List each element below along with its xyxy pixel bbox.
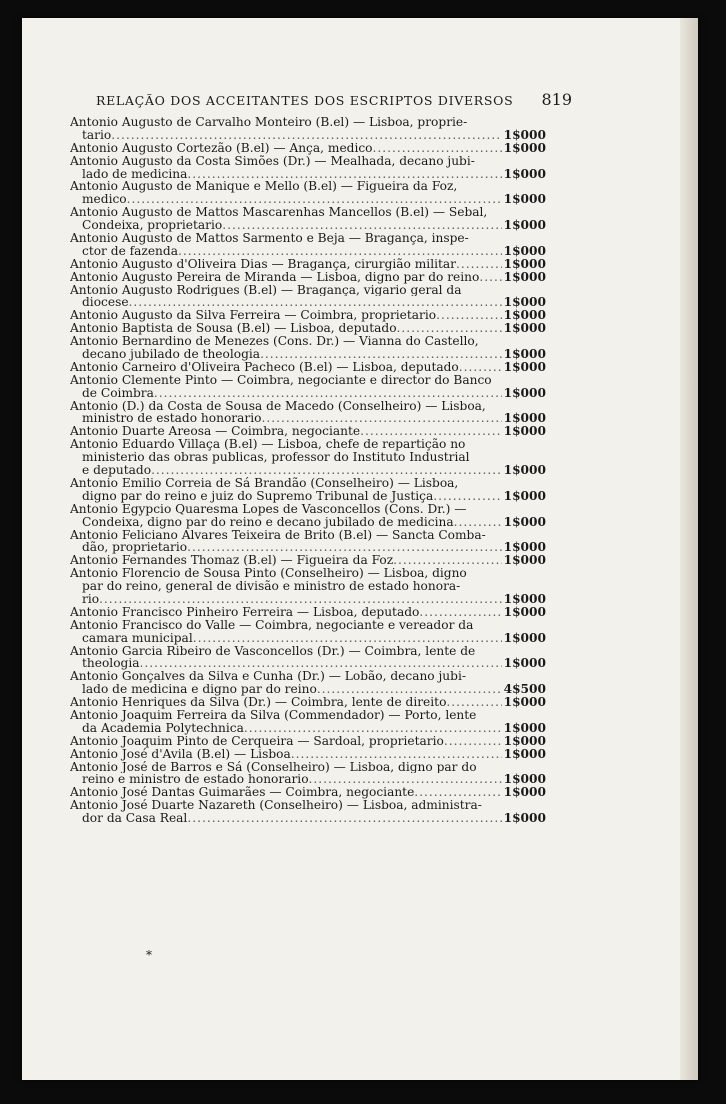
dot-leader	[393, 554, 502, 567]
entry-line: Antonio Augusto de Mattos Mascarenhas Mancellos (B.el) — Sebal,	[70, 206, 488, 220]
entry-last-line	[70, 554, 546, 567]
dot-leader	[261, 412, 502, 425]
entry-amount: 1$000	[503, 721, 546, 735]
dot-leader	[140, 657, 503, 670]
entry-last-line	[70, 361, 546, 374]
dot-leader	[260, 348, 502, 361]
dot-leader	[459, 361, 502, 374]
list-item	[70, 155, 546, 181]
entry-amount: 1$000	[503, 605, 546, 619]
entry-line: Antonio Eduardo Villaça (B.el) — Lisboa, chefe de repartição no	[70, 438, 466, 452]
entry-last-line	[70, 348, 546, 361]
entry-line: Antonio Feliciano Alvares Teixeira de Brito (B.el) — Sancta Comba-	[70, 528, 486, 542]
entry-last-line	[70, 632, 546, 645]
entry-text: rio	[82, 592, 100, 606]
list-item	[70, 284, 546, 310]
dot-leader	[419, 606, 502, 619]
list-item	[70, 761, 546, 787]
entry-line: Antonio Augusto de Mattos Sarmento e Beja — Bragança, inspe-	[70, 232, 469, 245]
list-item	[70, 799, 546, 825]
dot-leader	[454, 516, 502, 529]
dot-leader	[444, 735, 502, 748]
entry-line: Antonio Clemente Pinto — Coimbra, negociante e director do Banco	[70, 373, 492, 387]
entry-text: digno par do reino e juiz do Supremo Tribunal de Justiça	[82, 489, 434, 503]
entry-line: Antonio Egypcio Quaresma Lopes de Vasconcellos (Cons. Dr.) —	[70, 502, 467, 516]
entry-last-line	[70, 593, 546, 606]
list-item	[70, 709, 546, 735]
entry-last-line	[70, 258, 546, 271]
entry-last-line	[70, 193, 546, 206]
entry-last-line	[70, 812, 546, 825]
entry-text: Antonio José d'Avila (B.el) — Lisboa	[70, 747, 291, 761]
entry-last-line	[70, 129, 546, 142]
entry-amount: 1$000	[503, 193, 546, 207]
dot-leader	[222, 219, 502, 232]
entry-amount: 1$000	[503, 631, 546, 645]
dot-leader	[414, 786, 502, 799]
entry-amount: 1$000	[503, 322, 546, 336]
list-item	[70, 786, 546, 799]
list-item	[70, 400, 546, 426]
entry-amount: 1$000	[503, 541, 546, 555]
entry-amount: 1$000	[503, 515, 546, 529]
entry-line: ministerio das obras publicas, professor do Instituto Industrial	[82, 451, 470, 465]
entry-last-line	[70, 296, 546, 309]
entry-last-line	[70, 271, 546, 284]
entry-amount: 1$000	[503, 464, 546, 477]
entry-text: Antonio Augusto Pereira de Miranda — Lisboa, digno par do reino	[70, 270, 480, 284]
entry-text: decano jubilado de theologia	[82, 348, 261, 361]
entry-line: Antonio Bernardino de Menezes (Cons. Dr.) — Vianna do Castello,	[70, 335, 479, 349]
page-number: 819	[541, 90, 572, 109]
list-item	[70, 206, 546, 232]
entry-amount: 1$000	[503, 270, 546, 284]
list-item	[70, 232, 546, 258]
entry-last-line	[70, 696, 546, 709]
subscriber-list	[70, 116, 546, 825]
list-item	[70, 258, 546, 271]
entry-text: lado de medicina	[82, 167, 188, 181]
entry-text: dão, proprietario	[82, 541, 188, 555]
entry-text: Condeixa, digno par do reino e decano jubilado de medicina	[82, 515, 454, 529]
list-item	[70, 567, 546, 606]
entry-text: theologia	[82, 657, 140, 671]
entry-amount: 1$000	[503, 360, 546, 374]
entry-last-line	[70, 425, 546, 438]
dot-leader	[397, 322, 502, 335]
list-item	[70, 361, 546, 374]
entry-last-line	[70, 683, 546, 696]
list-item	[70, 554, 546, 567]
entry-last-line	[70, 606, 546, 619]
list-item	[70, 271, 546, 284]
entry-amount: 1$000	[503, 167, 546, 181]
entry-last-line	[70, 322, 546, 335]
entry-text: Antonio José Dantas Guimarães — Coimbra, negociante	[70, 786, 415, 800]
dot-leader	[291, 748, 502, 761]
entry-line: Antonio Augusto de Manique e Mello (B.el) — Figueira da Foz,	[70, 180, 458, 194]
list-item	[70, 142, 546, 155]
entry-amount: 1$000	[503, 773, 546, 787]
entry-last-line	[70, 541, 546, 554]
entry-line: Antonio Francisco do Valle — Coimbra, negociante e vereador da	[70, 618, 474, 632]
entry-text: reino e ministro de estado honorario	[82, 773, 309, 787]
entry-line: Antonio Florencio de Sousa Pinto (Conselheiro) — Lisboa, digno	[70, 567, 467, 581]
entry-line: Antonio Joaquim Ferreira da Silva (Commendador) — Porto, lente	[70, 708, 477, 722]
footer-mark: *	[146, 948, 152, 962]
entry-last-line	[70, 722, 546, 735]
entry-text: Antonio Baptista de Sousa (B.el) — Lisboa, deputado	[70, 322, 397, 336]
entry-amount: 1$000	[503, 657, 546, 671]
dot-leader	[187, 812, 502, 825]
entry-amount: 1$000	[503, 296, 546, 310]
entry-amount: 1$000	[503, 412, 546, 426]
entry-line: par do reino, general de divisão e ministro de estado honora-	[82, 580, 461, 593]
dot-leader	[127, 193, 502, 206]
entry-amount: 1$000	[503, 554, 546, 568]
entry-amount: 1$000	[503, 696, 546, 709]
dot-leader	[129, 296, 502, 309]
list-item	[70, 374, 546, 400]
list-item	[70, 309, 546, 322]
entry-amount: 1$000	[503, 309, 546, 323]
entry-text: Antonio Carneiro d'Oliveira Pacheco (B.el) — Lisboa, deputado	[70, 360, 459, 374]
dot-leader	[187, 168, 502, 181]
entry-line: Antonio Gonçalves da Silva e Cunha (Dr.) — Lobão, decano jubi-	[70, 670, 466, 684]
list-item	[70, 735, 546, 748]
entry-last-line	[70, 657, 546, 670]
entry-text: diocese	[82, 296, 129, 310]
list-item	[70, 619, 546, 645]
entry-last-line	[70, 748, 546, 761]
dot-leader	[433, 490, 502, 503]
entry-text: Antonio Augusto d'Oliveira Dias — Bragança, cirurgião militar	[70, 257, 456, 271]
entry-line: Antonio Emilio Correia de Sá Brandão (Conselheiro) — Lisboa,	[70, 476, 459, 490]
header-title: RELAÇÃO DOS ACCEITANTES DOS ESCRIPTOS DIVERSOS	[96, 93, 514, 108]
entry-last-line	[70, 309, 546, 322]
entry-text: lado de medicina e digno par do reino	[82, 683, 317, 697]
dot-leader	[99, 593, 502, 606]
entry-amount: 1$000	[503, 592, 546, 606]
list-item	[70, 180, 546, 206]
entry-amount: 1$000	[503, 386, 546, 400]
entry-text: Antonio Augusto da Silva Ferreira — Coimbra, proprietario	[70, 309, 437, 323]
entry-text: Antonio Augusto Cortezão (B.el) — Ança, medico	[70, 141, 373, 155]
entry-text: Antonio Francisco Pinheiro Ferreira — Lisboa, deputado	[70, 605, 420, 619]
entry-line: Antonio Augusto Rodrigues (B.el) — Bragança, vigario geral da	[70, 283, 462, 297]
list-item	[70, 645, 546, 671]
entry-text: Antonio Henriques da Silva (Dr.) — Coimbra, lente de direito	[70, 696, 447, 709]
dot-leader	[151, 464, 502, 477]
entry-text: medico	[82, 193, 127, 207]
entry-last-line	[70, 773, 546, 786]
dot-leader	[193, 632, 502, 645]
dot-leader	[446, 696, 502, 709]
entry-last-line	[70, 412, 546, 425]
entry-amount: 1$000	[503, 257, 546, 271]
entry-amount: 1$000	[503, 734, 546, 748]
dot-leader	[187, 541, 502, 554]
entry-amount: 4$500	[503, 683, 546, 697]
entry-text: camara municipal	[82, 631, 193, 645]
entry-text: ministro de estado honorario	[82, 412, 262, 426]
entry-text: da Academia Polytechnica	[82, 721, 244, 735]
entry-text: tario	[82, 128, 112, 142]
list-item	[70, 438, 546, 477]
page-edge	[680, 18, 698, 1080]
entry-text: de Coimbra	[82, 386, 154, 400]
list-item	[70, 606, 546, 619]
entry-amount: 1$000	[503, 812, 546, 825]
entry-last-line	[70, 490, 546, 503]
entry-text: Antonio Duarte Areosa — Coimbra, negociante	[70, 425, 361, 439]
entry-text: ctor de fazenda	[82, 244, 178, 258]
list-item	[70, 116, 546, 142]
entry-amount: 1$000	[503, 348, 546, 361]
entry-amount: 1$000	[503, 219, 546, 233]
dot-leader	[154, 387, 502, 400]
dot-leader	[360, 425, 502, 438]
list-item	[70, 503, 546, 529]
entry-last-line	[70, 245, 546, 258]
list-item	[70, 335, 546, 361]
entry-line: Antonio (D.) da Costa de Sousa de Macedo (Conselheiro) — Lisboa,	[70, 399, 486, 413]
list-item	[70, 529, 546, 555]
entry-amount: 1$000	[503, 489, 546, 503]
list-item	[70, 748, 546, 761]
entry-line: Antonio José de Barros e Sá (Conselheiro) — Lisboa, digno par do	[70, 760, 477, 774]
dot-leader	[178, 245, 502, 258]
entry-last-line	[70, 219, 546, 232]
entry-last-line	[70, 516, 546, 529]
entry-last-line	[70, 786, 546, 799]
entry-last-line	[70, 168, 546, 181]
list-item	[70, 696, 546, 709]
entry-text: Condeixa, proprietario	[82, 219, 223, 233]
entry-amount: 1$000	[503, 747, 546, 761]
entry-text: e deputado	[82, 464, 152, 477]
entry-text: Antonio Joaquim Pinto de Cerqueira — Sardoal, proprietario	[70, 734, 444, 748]
entry-amount: 1$000	[503, 141, 546, 155]
entry-amount: 1$000	[503, 786, 546, 800]
entry-last-line	[70, 464, 546, 477]
dot-leader	[317, 683, 502, 696]
entry-last-line	[70, 142, 546, 155]
entry-last-line	[70, 735, 546, 748]
entry-line: Antonio Garcia Ribeiro de Vasconcellos (Dr.) — Coimbra, lente de	[70, 644, 476, 658]
dot-leader	[244, 722, 502, 735]
entry-line: Antonio Augusto da Costa Simões (Dr.) — Mealhada, decano jubi-	[70, 154, 475, 168]
entry-amount: 1$000	[503, 244, 546, 258]
entry-amount: 1$000	[503, 128, 546, 142]
entry-last-line	[70, 387, 546, 400]
entry-text: Antonio Fernandes Thomaz (B.el) — Figueira da Foz	[70, 554, 394, 568]
entry-line: Antonio José Duarte Nazareth (Conselheiro) — Lisboa, administra-	[70, 799, 482, 813]
dot-leader	[479, 271, 502, 284]
dot-leader	[373, 142, 502, 155]
list-item	[70, 477, 546, 503]
dot-leader	[456, 258, 502, 271]
dot-leader	[436, 309, 502, 322]
entry-text: dor da Casa Real	[82, 812, 188, 825]
dot-leader	[111, 129, 502, 142]
list-item	[70, 322, 546, 335]
entry-amount: 1$000	[503, 425, 546, 439]
dot-leader	[309, 773, 502, 786]
list-item	[70, 425, 546, 438]
running-header	[96, 90, 572, 109]
list-item	[70, 670, 546, 696]
entry-line: Antonio Augusto de Carvalho Monteiro (B.el) — Lisboa, proprie-	[70, 116, 468, 129]
